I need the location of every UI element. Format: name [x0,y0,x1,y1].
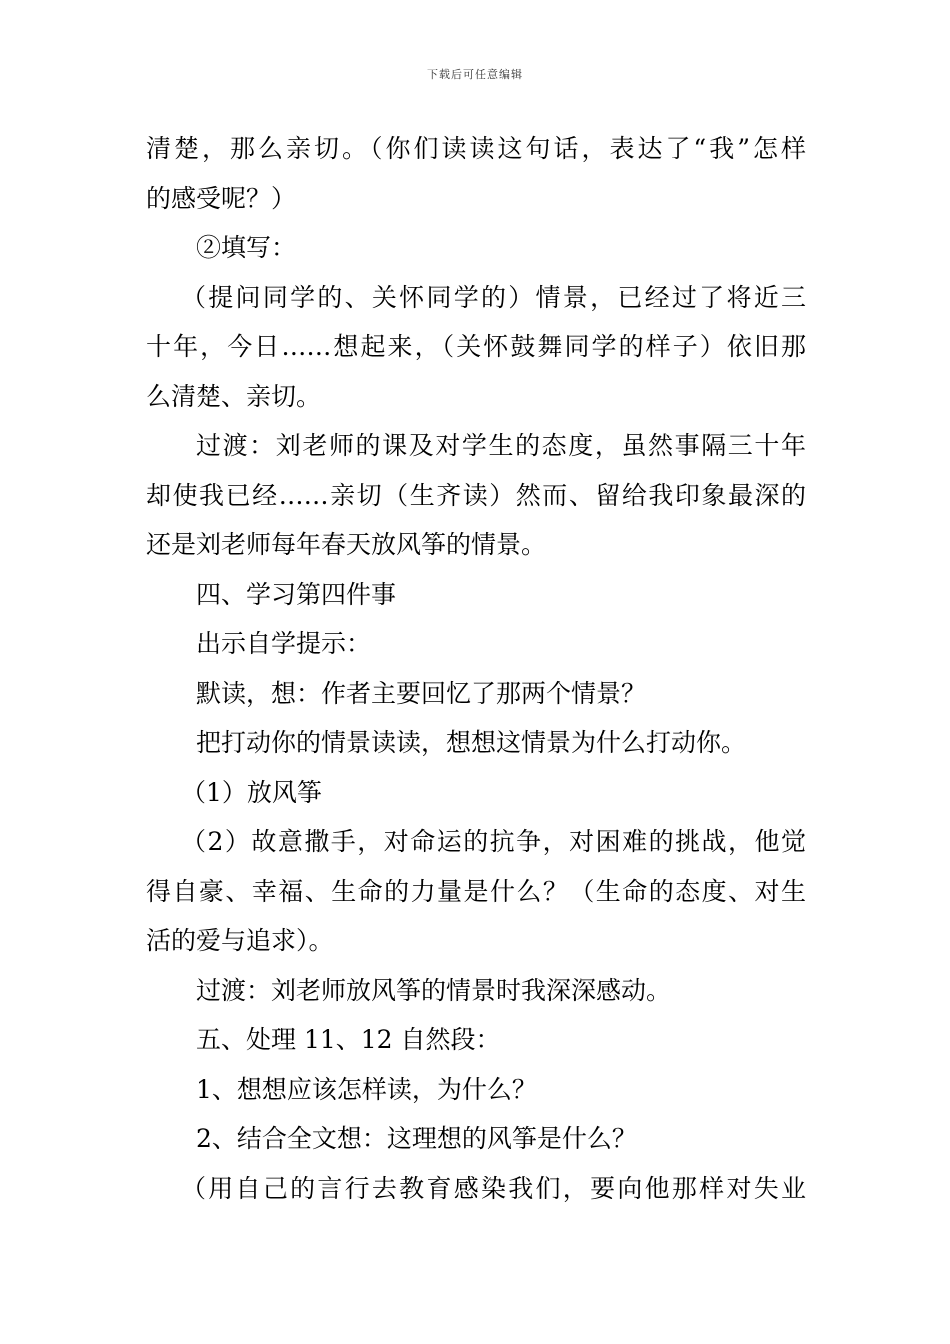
section-heading: 五、处理 11、12 自然段： [196,1025,501,1054]
text-line: 却使我已经……亲切（生齐读）然而、留给我印象最深的 [146,480,806,510]
text-line: （2）故意撒手，对命运的抗争，对困难的挑战，他觉 [181,827,806,856]
text-line: 的感受呢？） [146,183,297,213]
text-line: 过渡：刘老师的课及对学生的态度，虽然事隔三十年 [196,431,806,460]
text-line: 1、想想应该怎样读，为什么？ [196,1074,537,1104]
text-line: （1）放风筝 [181,777,322,807]
text-line: 清楚，那么亲切。（你们读读这句话，表达了“我”怎样 [146,134,806,163]
text-line: 十年，今日……想起来，（关怀鼓舞同学的样子）依旧那 [146,332,806,361]
text-line: 2、结合全文想：这理想的风筝是什么？ [196,1124,637,1153]
text-line: 默读，想：作者主要回忆了那两个情景？ [196,678,647,708]
text-line: 活的爱与追求）。 [146,926,334,955]
text-line: （提问同学的、关怀同学的）情景，已经过了将近三 [181,282,806,312]
text-line: 把打动你的情景读读，想想这情景为什么打动你。 [196,728,747,757]
text-line: 过渡：刘老师放风筝的情景时我深深感动。 [196,975,672,1005]
text-line: 得自豪、幸福、生命的力量是什么？（生命的态度、对生 [146,876,806,906]
page-header: 下载后可任意编辑 [427,68,523,81]
text-line: ②填写： [196,233,297,262]
text-line: 还是刘老师每年春天放风筝的情景。 [146,530,547,559]
text-line: （用自己的言行去教育感染我们，要向他那样对失业 [181,1173,806,1203]
section-heading: 四、学习第四件事 [196,579,397,609]
document-body [146,124,806,1213]
text-line: 么清楚、亲切。 [146,381,322,411]
text-line: 出示自学提示： [196,629,372,658]
